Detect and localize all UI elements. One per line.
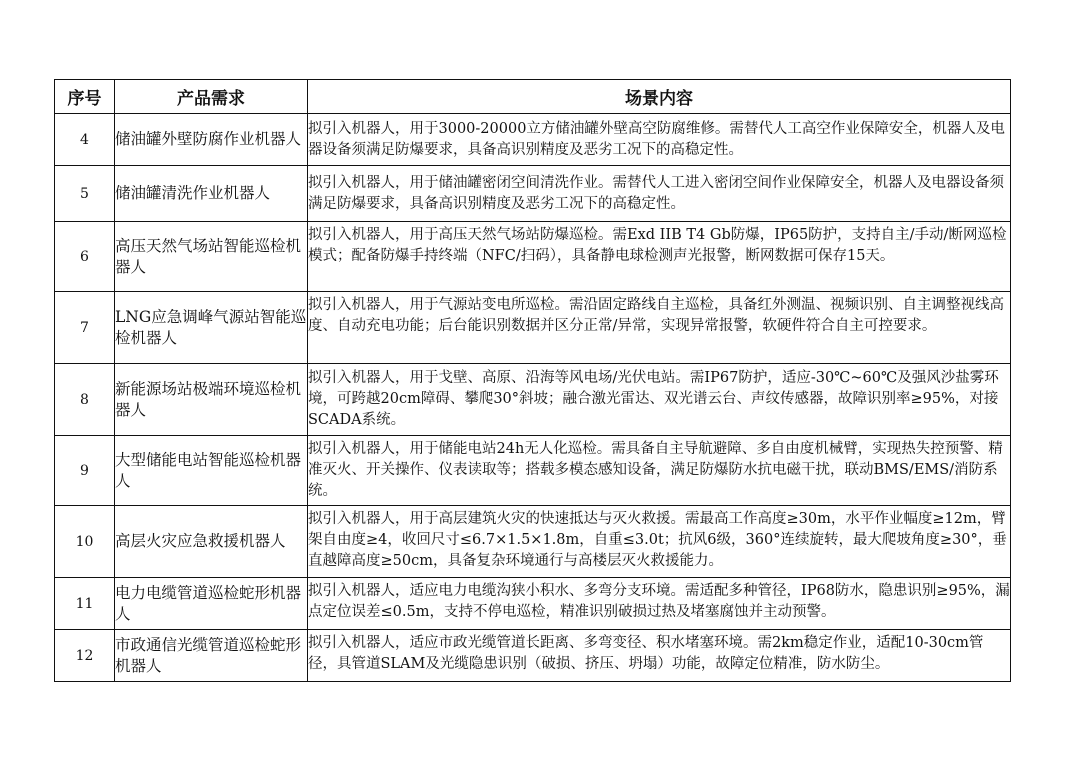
product-requirement: 市政通信光缆管道巡检蛇形机器人 — [115, 630, 308, 682]
scene-text: 拟引入机器人，适应市政光缆管道长距离、多弯变径、积水堵塞环境。需2km稳定作业，适配10-30cm管径，具管道SLAM及光缆隐患识别（破损、挤压、坍塌）功能，故障定位精准，防水防尘。 — [308, 634, 984, 672]
row-number: 10 — [55, 506, 115, 578]
row-number: 4 — [55, 114, 115, 166]
scene-text: 拟引入机器人，适应电力电缆沟狭小积水、多弯分支环境。需适配多种管径，IP68防水，隐患识别≥95%，漏点定位误差≤0.5m，支持不停电巡检，精准识别破损过热及堵塞腐蚀并主动预警。 — [308, 582, 1010, 620]
table-row — [55, 222, 1011, 292]
table-row — [55, 292, 1011, 364]
product-requirement: 新能源场站极端环境巡检机器人 — [115, 364, 308, 436]
scene-text: 拟引入机器人，用于高层建筑火灾的快速抵达与灭火救援。需最高工作高度≥30m，水平作业幅度≥12m，臂架自由度≥4，收回尺寸≤6.7×1.5×1.8m，自重≤3.0t；抗风6级，360°连续旋转，最大爬坡角度≥30°，垂直越障高度≥50cm，具备复杂环境通行与高楼层灭火救援能力。 — [308, 510, 1007, 569]
scene-text: 拟引入机器人，用于戈壁、高原、沿海等风电场/光伏电站。需IP67防护，适应-30℃~60℃及强风沙盐雾环境，可跨越20cm障碍、攀爬30°斜坡；融合激光雷达、双光谱云台、声纹传感器，故障识别率≥95%，对接SCADA系统。 — [308, 369, 999, 428]
product-requirement: 储油罐外壁防腐作业机器人 — [115, 114, 308, 166]
row-number: 9 — [55, 436, 115, 506]
row-number: 5 — [55, 166, 115, 222]
row-number: 12 — [55, 630, 115, 682]
scene-content — [308, 506, 1011, 578]
scene-content — [308, 222, 1011, 292]
scene-content — [308, 292, 1011, 364]
scene-text: 拟引入机器人，用于高压天然气场站防爆巡检。需Exd IIB T4 Gb防爆，IP65防护，支持自主/手动/断网巡检模式；配备防爆手持终端（NFC/扫码），具备静电球检测声光报警，断网数据可保存15天。 — [308, 226, 1007, 264]
scene-content — [308, 578, 1011, 630]
table-row — [55, 630, 1011, 682]
scene-content — [308, 114, 1011, 166]
product-requirement: 高压天然气场站智能巡检机器人 — [115, 222, 308, 292]
header-scene-content: 场景内容 — [308, 80, 1011, 114]
requirements-table — [54, 79, 1011, 682]
row-number: 7 — [55, 292, 115, 364]
scene-content — [308, 436, 1011, 506]
product-requirement: 高层火灾应急救援机器人 — [115, 506, 308, 578]
table-row — [55, 436, 1011, 506]
row-number: 6 — [55, 222, 115, 292]
product-requirement: LNG应急调峰气源站智能巡检机器人 — [115, 292, 308, 364]
product-requirement: 电力电缆管道巡检蛇形机器人 — [115, 578, 308, 630]
scene-text: 拟引入机器人，用于储油罐密闭空间清洗作业。需替代人工进入密闭空间作业保障安全，机器人及电器设备须满足防爆要求，具备高识别精度及恶劣工况下的高稳定性。 — [308, 174, 1004, 212]
table-row — [55, 166, 1011, 222]
row-number: 8 — [55, 364, 115, 436]
header-serial-number: 序号 — [55, 80, 115, 114]
row-number: 11 — [55, 578, 115, 630]
scene-text: 拟引入机器人，用于气源站变电所巡检。需沿固定路线自主巡检，具备红外测温、视频识别、自主调整视线高度、自动充电功能；后台能识别数据并区分正常/异常，实现异常报警，软硬件符合自主可控要求。 — [308, 296, 1004, 334]
product-requirement: 储油罐清洗作业机器人 — [115, 166, 308, 222]
table-row — [55, 578, 1011, 630]
table-row — [55, 114, 1011, 166]
table-row — [55, 506, 1011, 578]
scene-content — [308, 166, 1011, 222]
header-product-requirement: 产品需求 — [115, 80, 308, 114]
header-row — [55, 80, 1011, 114]
scene-content — [308, 630, 1011, 682]
scene-text: 拟引入机器人，用于3000-20000立方储油罐外壁高空防腐维修。需替代人工高空作业保障安全，机器人及电器设备须满足防爆要求，具备高识别精度及恶劣工况下的高稳定性。 — [308, 120, 1005, 158]
product-requirement: 大型储能电站智能巡检机器人 — [115, 436, 308, 506]
scene-text: 拟引入机器人，用于储能电站24h无人化巡检。需具备自主导航避障、多自由度机械臂，实现热失控预警、精准灭火、开关操作、仪表读取等；搭载多模态感知设备，满足防爆防水抗电磁干扰，联动BMS/EMS/消防系统。 — [308, 440, 1003, 499]
scene-content — [308, 364, 1011, 436]
table-row — [55, 364, 1011, 436]
